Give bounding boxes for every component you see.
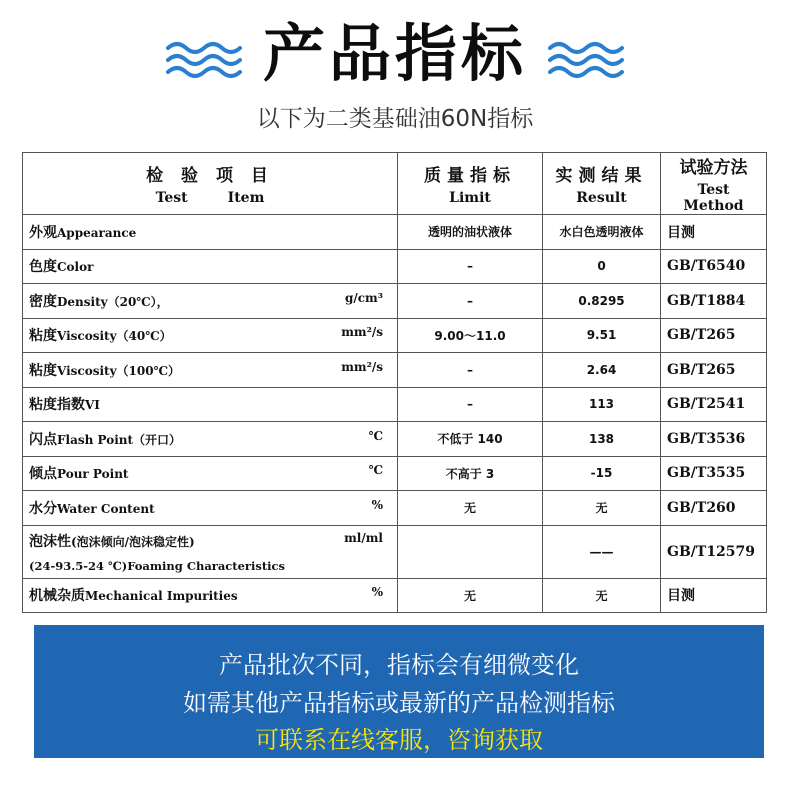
item-name-cn: 粘度 <box>29 362 57 379</box>
item-name-cn: 色度 <box>29 259 57 276</box>
table-row <box>23 578 767 613</box>
item-name-cn: 粘度指数 <box>29 397 85 414</box>
item-name-en: (泡沫倾向/泡沫稳定性) <box>71 534 195 549</box>
item-cell <box>23 456 398 491</box>
result-cell: 0 <box>543 249 661 284</box>
notice-line-2: 如需其他产品指标或最新的产品检测指标 <box>183 689 615 717</box>
table-row <box>23 456 767 491</box>
item-name-cn: 密度 <box>29 293 57 310</box>
result-cell: 无 <box>543 491 661 526</box>
item-name-en: Viscosity（40℃） <box>57 329 172 344</box>
item-cell <box>23 578 398 613</box>
limit-cell: – <box>398 249 543 284</box>
item-name-cn: 外观 <box>29 224 57 241</box>
title-area <box>0 14 790 94</box>
result-cell: 水白色透明液体 <box>543 215 661 250</box>
item-cell <box>23 318 398 353</box>
result-cell: -15 <box>543 456 661 491</box>
header-method: 试验方法 Test Method <box>661 153 767 215</box>
method-cell: GB/T265 <box>661 318 767 353</box>
header-result: 实测结果 Result <box>543 153 661 215</box>
method-cell: 目测 <box>661 578 767 613</box>
table-row <box>23 422 767 457</box>
limit-cell: 无 <box>398 578 543 613</box>
table-row <box>23 318 767 353</box>
table-row <box>23 353 767 388</box>
unit-label: % <box>371 497 383 512</box>
item-name-en: Water Content <box>57 501 155 516</box>
wave-icon <box>548 40 626 80</box>
spec-table <box>22 152 767 613</box>
table-row <box>23 387 767 422</box>
item-name-cn: 泡沫性 <box>29 533 71 550</box>
item-name-en: Appearance <box>57 225 137 240</box>
method-cell: GB/T3535 <box>661 456 767 491</box>
result-cell: 9.51 <box>543 318 661 353</box>
method-cell: GB/T2541 <box>661 387 767 422</box>
notice-banner <box>34 625 764 758</box>
table-row <box>23 525 767 578</box>
item-cell <box>23 387 398 422</box>
item-cell <box>23 491 398 526</box>
limit-cell: 透明的油状液体 <box>398 215 543 250</box>
unit-label: mm²/s <box>341 325 383 340</box>
unit-label: g/cm³ <box>344 290 383 305</box>
method-cell: 目测 <box>661 215 767 250</box>
item-name-en: Mechanical Impurities <box>85 589 238 604</box>
page-subtitle: 以下为二类基础油60N指标 <box>256 106 534 132</box>
method-cell: GB/T12579 <box>661 525 767 578</box>
limit-cell: 无 <box>398 491 543 526</box>
unit-label: ℃ <box>368 463 383 478</box>
result-cell: 138 <box>543 422 661 457</box>
table-header-row <box>23 153 767 215</box>
result-cell: 无 <box>543 578 661 613</box>
item-cell <box>23 284 398 319</box>
table-row <box>23 249 767 284</box>
item-name-cn: 粘度 <box>29 328 57 345</box>
limit-cell <box>398 525 543 578</box>
item-name-en: Color <box>57 260 94 275</box>
result-cell: 2.64 <box>543 353 661 388</box>
notice-line-1: 产品批次不同，指标会有细微变化 <box>219 651 579 679</box>
limit-cell: – <box>398 353 543 388</box>
unit-label: mm²/s <box>341 359 383 374</box>
table-row <box>23 215 767 250</box>
limit-cell: – <box>398 284 543 319</box>
item-name-en: Density（20℃）， <box>57 294 169 309</box>
item-cell <box>23 422 398 457</box>
item-cell <box>23 353 398 388</box>
item-name-en: Pour Point <box>57 467 129 482</box>
result-cell: —— <box>543 525 661 578</box>
table-row <box>23 491 767 526</box>
method-cell: GB/T6540 <box>661 249 767 284</box>
item-name-en: Flash Point（开口） <box>57 432 182 447</box>
method-cell: GB/T3536 <box>661 422 767 457</box>
header-item: 检 验 项 目 Test Item <box>23 153 398 215</box>
notice-line-3: 可联系在线客服，咨询获取 <box>255 726 543 754</box>
item-cell <box>23 215 398 250</box>
limit-cell: – <box>398 387 543 422</box>
unit-label: ℃ <box>368 428 383 443</box>
unit-label: % <box>371 585 383 600</box>
item-cell <box>23 525 398 578</box>
page-title: 产品指标 <box>262 17 527 90</box>
limit-cell: 不低于 140 <box>398 422 543 457</box>
item-name-cn: 闪点 <box>29 431 57 448</box>
result-cell: 0.8295 <box>543 284 661 319</box>
header-limit: 质量指标 Limit <box>398 153 543 215</box>
unit-label: ml/ml <box>344 530 383 545</box>
method-cell: GB/T1884 <box>661 284 767 319</box>
table-row <box>23 284 767 319</box>
method-cell: GB/T260 <box>661 491 767 526</box>
item-cell <box>23 249 398 284</box>
result-cell: 113 <box>543 387 661 422</box>
item-name-en: Viscosity（100℃） <box>57 363 180 378</box>
item-name-cn: 水分 <box>29 500 57 517</box>
item-name-cn: 机械杂质 <box>29 588 85 605</box>
limit-cell: 9.00～11.0 <box>398 318 543 353</box>
item-name-en-line2: (24-93.5-24 ℃)Foaming Characteristics <box>29 558 285 573</box>
item-name-en: VI <box>85 398 100 413</box>
item-name-cn: 倾点 <box>29 466 57 483</box>
method-cell: GB/T265 <box>661 353 767 388</box>
limit-cell: 不高于 3 <box>398 456 543 491</box>
